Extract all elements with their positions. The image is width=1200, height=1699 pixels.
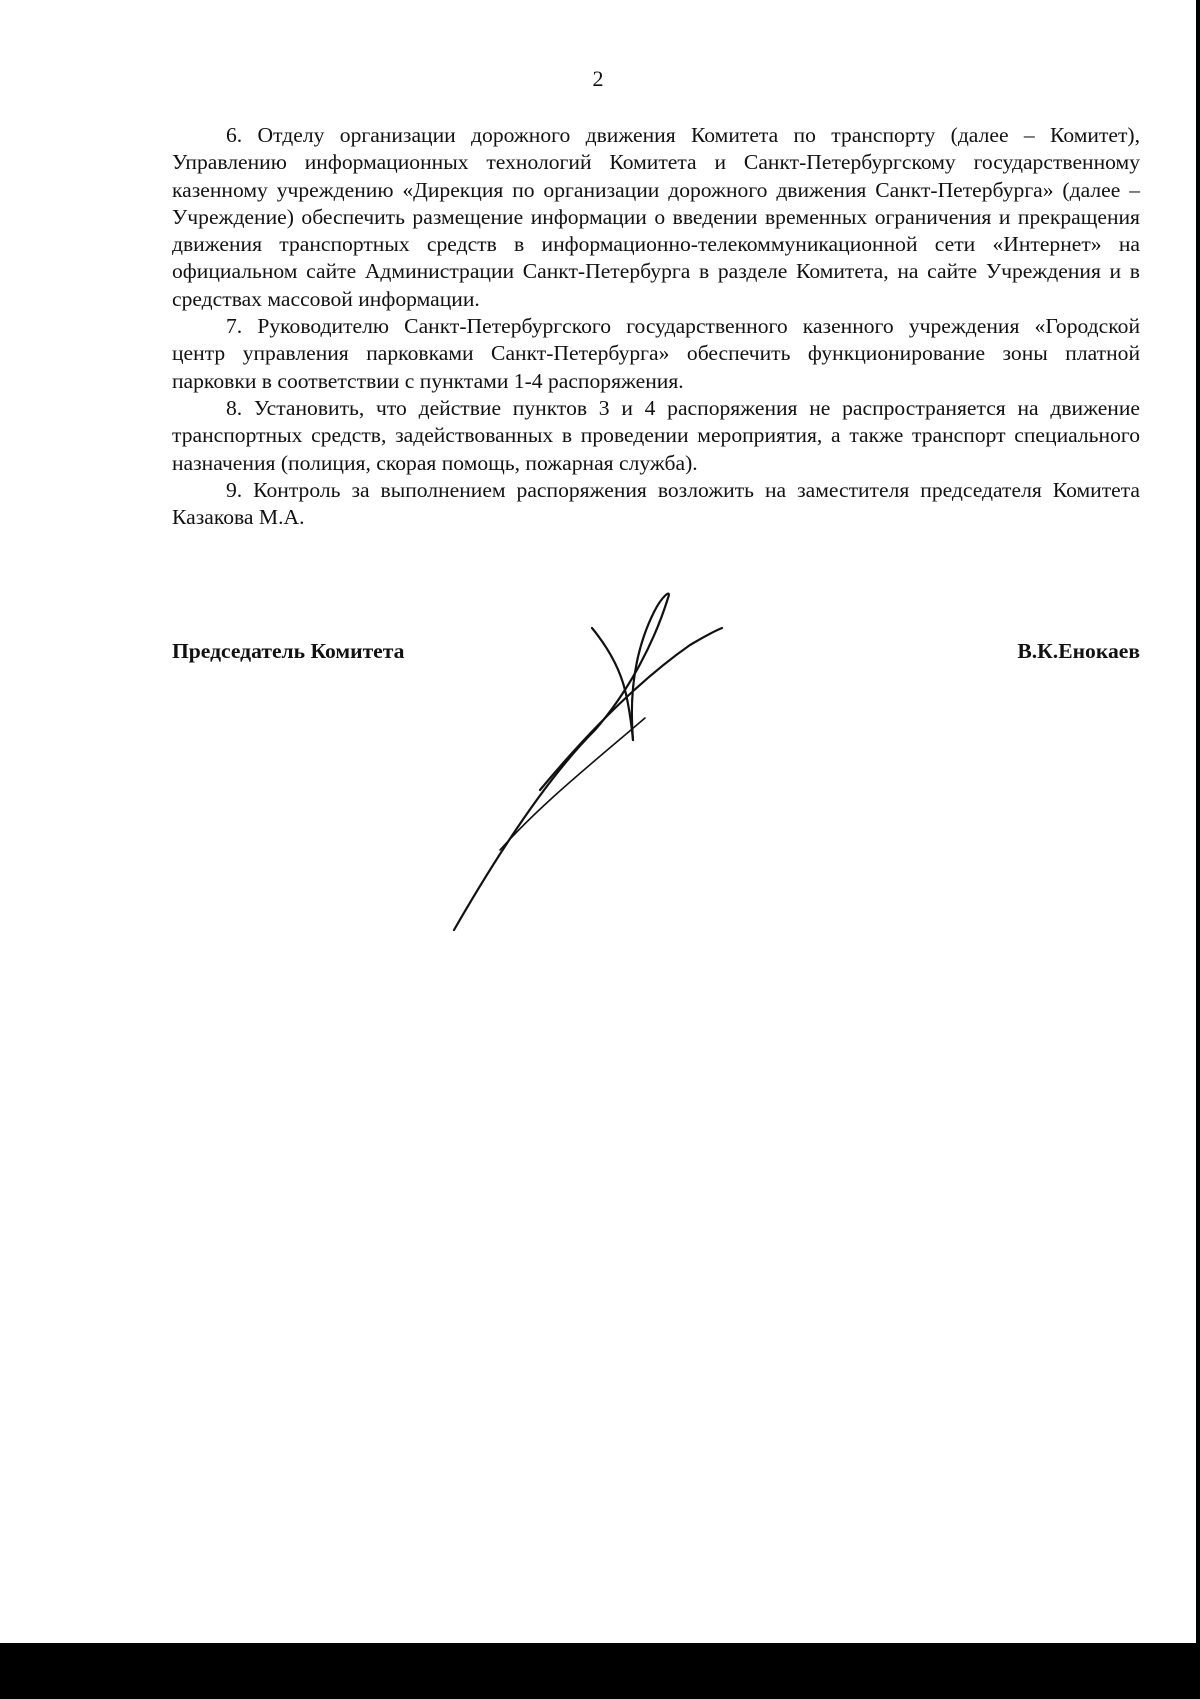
- signature-icon: [440, 590, 770, 940]
- document-body: [172, 122, 1140, 531]
- signatory-title: Председатель Комитета: [172, 639, 405, 663]
- signatory-name: В.К.Енокаев: [1017, 639, 1140, 663]
- paragraph-6: 6. Отделу организации дорожного движения Комитета по транспорту (далее – Комитет), Управлению информационных технологий Комитета и Санкт-Петербургскому государственному казенному учреждению «Дирекция по организации дорожного движения Санкт-Петербурга» (далее – Учреждение) обеспечить размещение информации о введении временных ограничения и прекращения движения транспортных средств в информационно-телекоммуникационной сети «Интернет» на официальном сайте Администрации Санкт-Петербурга в разделе Комитета, на сайте Учреждения и в средствах массовой информации.: [172, 123, 1140, 311]
- paragraph-9: 9. Контроль за выполнением распоряжения возложить на заместителя председателя Комитета Казакова М.А.: [172, 477, 1140, 530]
- scan-border: [0, 1643, 1200, 1699]
- paragraph-7: 7. Руководителю Санкт-Петербургского государственного казенного учреждения «Городской центр управления парковками Санкт-Петербурга» обеспечить функционирование зоны платной парковки в соответствии с пунктами 1-4 распоряжения.: [172, 314, 1140, 393]
- page-number: 2: [592, 66, 604, 91]
- paragraph-8: 8. Установить, что действие пунктов 3 и 4 распоряжения не распространяется на движение транспортных средств, задействованных в проведении мероприятия, а также транспорт специального назначения (полиция, скорая помощь, пожарная служба).: [172, 395, 1140, 475]
